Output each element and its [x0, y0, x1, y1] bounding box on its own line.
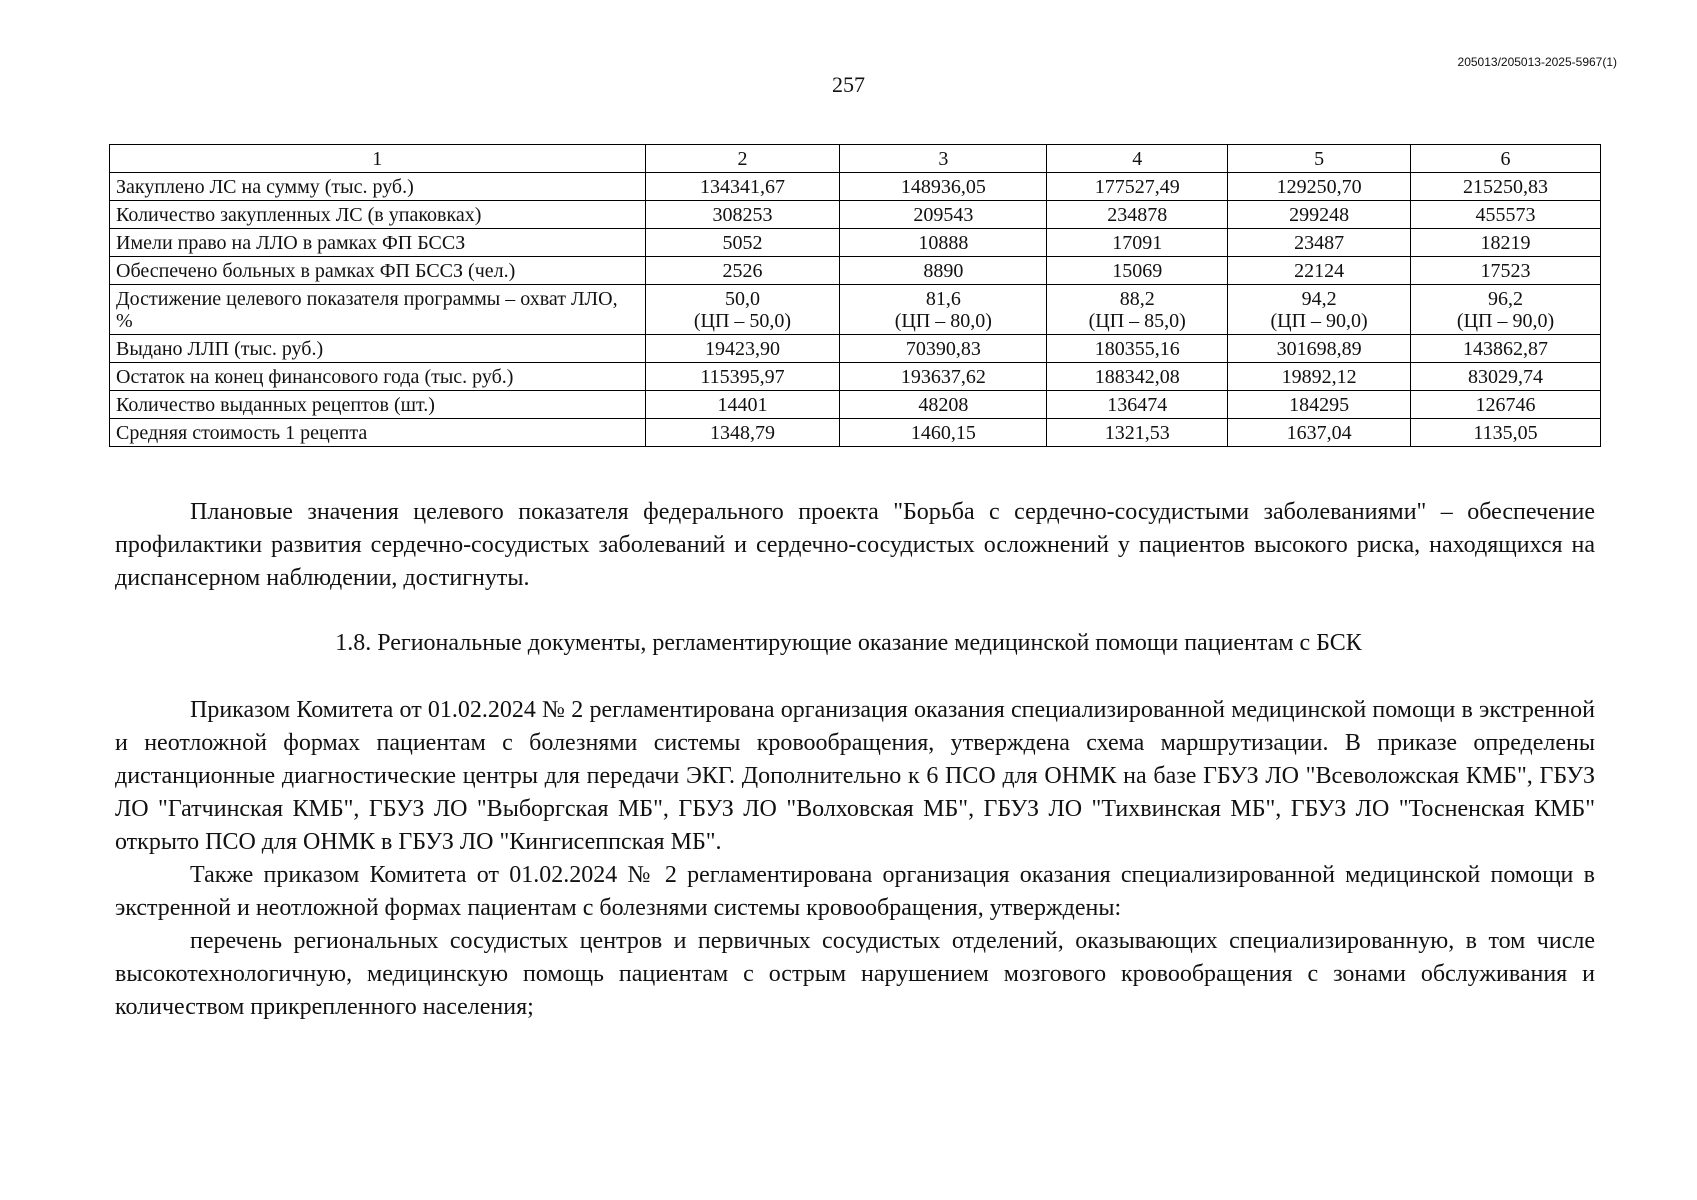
- table-cell: 115395,97: [645, 363, 840, 391]
- table-cell: 136474: [1047, 391, 1228, 419]
- table-cell: 1637,04: [1228, 419, 1411, 447]
- table-cell: 23487: [1228, 229, 1411, 257]
- table-row: [110, 229, 1601, 257]
- table-cell: 15069: [1047, 257, 1228, 285]
- table-cell: 308253: [645, 201, 840, 229]
- row-label: Средняя стоимость 1 рецепта: [110, 419, 646, 447]
- table-cell: 22124: [1228, 257, 1411, 285]
- table-row: [110, 335, 1601, 363]
- table-cell: 88,2 (ЦП – 85,0): [1047, 285, 1228, 335]
- table-cell: 129250,70: [1228, 173, 1411, 201]
- paragraph: перечень региональных сосудистых центров и первичных сосудистых отделений, оказывающих специализированную, в том числе высокотехнологичную, медицинскую помощь пациентам с острым нарушением мозгового кровообращения с зонами обслуживания и количеством прикрепленного населения;: [115, 928, 1595, 1020]
- row-label: Количество закупленных ЛС (в упаковках): [110, 201, 646, 229]
- table-cell: 50,0 (ЦП – 50,0): [645, 285, 840, 335]
- row-label: Закуплено ЛС на сумму (тыс. руб.): [110, 173, 646, 201]
- table-cell: 17091: [1047, 229, 1228, 257]
- table-row: [110, 201, 1601, 229]
- row-label: Количество выданных рецептов (шт.): [110, 391, 646, 419]
- table-cell: 14401: [645, 391, 840, 419]
- paragraph-block-2: [115, 694, 1595, 1024]
- data-table: [109, 144, 1601, 447]
- row-label: Достижение целевого показателя программы – охват ЛЛО, %: [110, 285, 646, 335]
- table-row: [110, 285, 1601, 335]
- table-cell: 18219: [1411, 229, 1601, 257]
- row-label: Имели право на ЛЛО в рамках ФП БССЗ: [110, 229, 646, 257]
- table-cell: 143862,87: [1411, 335, 1601, 363]
- table-cell: 299248: [1228, 201, 1411, 229]
- table-cell: 1348,79: [645, 419, 840, 447]
- table-cell: 17523: [1411, 257, 1601, 285]
- table-cell: 1135,05: [1411, 419, 1601, 447]
- table-header-cell: 1: [110, 145, 646, 173]
- table-cell: 184295: [1228, 391, 1411, 419]
- table-cell: 19892,12: [1228, 363, 1411, 391]
- table-cell: 83029,74: [1411, 363, 1601, 391]
- table-cell: 70390,83: [840, 335, 1047, 363]
- table-cell: 180355,16: [1047, 335, 1228, 363]
- table-row: [110, 419, 1601, 447]
- table-cell: 81,6 (ЦП – 80,0): [840, 285, 1047, 335]
- table-cell: 19423,90: [645, 335, 840, 363]
- table-header-cell: 5: [1228, 145, 1411, 173]
- table-header-cell: 2: [645, 145, 840, 173]
- table-cell: 209543: [840, 201, 1047, 229]
- table-cell: 48208: [840, 391, 1047, 419]
- table-cell: 301698,89: [1228, 335, 1411, 363]
- table-cell: 234878: [1047, 201, 1228, 229]
- table-cell: 10888: [840, 229, 1047, 257]
- table-cell: 5052: [645, 229, 840, 257]
- table-cell: 1460,15: [840, 419, 1047, 447]
- table-row: [110, 391, 1601, 419]
- row-label: Обеспечено больных в рамках ФП БССЗ (чел.): [110, 257, 646, 285]
- section-heading: 1.8. Региональные документы, регламентирующие оказание медицинской помощи пациентам с БСК: [335, 630, 1362, 656]
- paragraph-block-1: [115, 496, 1595, 595]
- page-number: 257: [832, 72, 865, 97]
- row-label: Выдано ЛЛП (тыс. руб.): [110, 335, 646, 363]
- table-cell: 126746: [1411, 391, 1601, 419]
- table-cell: 134341,67: [645, 173, 840, 201]
- table-row: [110, 173, 1601, 201]
- table-cell: 177527,49: [1047, 173, 1228, 201]
- table-header-cell: 6: [1411, 145, 1601, 173]
- table-cell: 193637,62: [840, 363, 1047, 391]
- table-cell: 1321,53: [1047, 419, 1228, 447]
- table-row: [110, 363, 1601, 391]
- table-cell: 455573: [1411, 201, 1601, 229]
- table-header-row: [110, 145, 1601, 173]
- table-header-cell: 4: [1047, 145, 1228, 173]
- paragraph: Плановые значения целевого показателя федерального проекта "Борьба с сердечно-сосудистыми заболеваниями" – обеспечение профилактики развития сердечно-сосудистых заболеваний и сердечно-сосудистых осложнений у пациентов высокого риска, находящихся на диспансерном наблюдении, достигнуты.: [115, 499, 1595, 591]
- table-row: [110, 257, 1601, 285]
- table-cell: 8890: [840, 257, 1047, 285]
- paragraph: Приказом Комитета от 01.02.2024 № 2 регламентирована организация оказания специализированной медицинской помощи в экстренной и неотложной формах пациентам с болезнями системы кровообращения, утверждена схема маршрутизации. В приказе определены дистанционные диагностические центры для передачи ЭКГ. Дополнительно к 6 ПСО для ОНМК на базе ГБУЗ ЛО "Всеволожская КМБ", ГБУЗ ЛО "Гатчинская КМБ", ГБУЗ ЛО "Выборгская МБ", ГБУЗ ЛО "Волховская МБ", ГБУЗ ЛО "Тихвинская МБ", ГБУЗ ЛО "Тосненская КМБ" открыто ПСО для ОНМК в ГБУЗ ЛО "Кингисеппская МБ".: [115, 697, 1595, 855]
- table-cell: 215250,83: [1411, 173, 1601, 201]
- document-id: 205013/205013-2025-5967(1): [1457, 55, 1617, 69]
- row-label: Остаток на конец финансового года (тыс. руб.): [110, 363, 646, 391]
- table-cell: 188342,08: [1047, 363, 1228, 391]
- table-cell: 96,2 (ЦП – 90,0): [1411, 285, 1601, 335]
- table-cell: 2526: [645, 257, 840, 285]
- table-header-cell: 3: [840, 145, 1047, 173]
- paragraph: Также приказом Комитета от 01.02.2024 № 2 регламентирована организация оказания специализированной медицинской помощи в экстренной и неотложной формах пациентам с болезнями системы кровообращения, утверждены:: [115, 862, 1595, 921]
- table-cell: 148936,05: [840, 173, 1047, 201]
- table-cell: 94,2 (ЦП – 90,0): [1228, 285, 1411, 335]
